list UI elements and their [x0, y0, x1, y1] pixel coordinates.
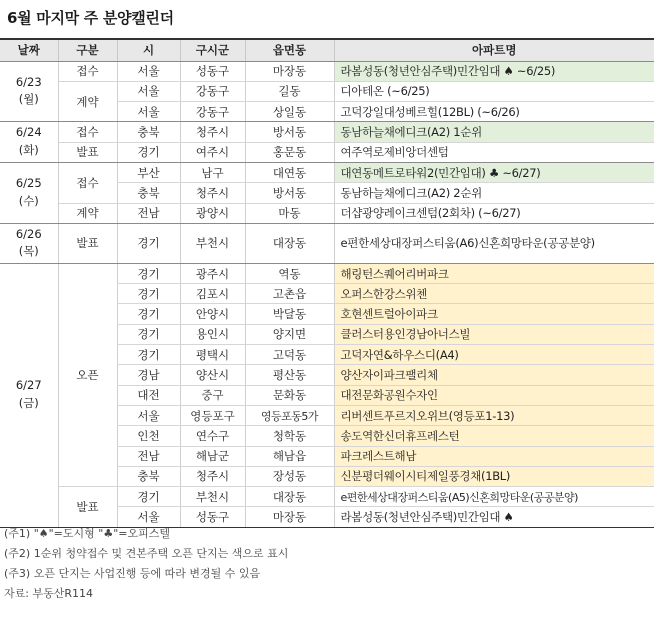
table-row: [0, 61, 654, 81]
gu-cell: 강동구: [180, 102, 245, 122]
gu-cell: 광주시: [180, 263, 245, 283]
apt-cell: 더샵광양레이크센텀(2회차) (~6/27): [334, 203, 654, 223]
col-header-type: 구분: [58, 39, 117, 61]
gu-cell: 안양시: [180, 304, 245, 324]
gu-cell: 양산시: [180, 365, 245, 385]
table-row: [0, 487, 654, 507]
dong-cell: 양지면: [245, 324, 334, 344]
si-cell: 서울: [117, 61, 180, 81]
si-cell: 대전: [117, 385, 180, 405]
apt-cell: 동남하늘채에디크(A2) 2순위: [334, 183, 654, 203]
si-cell: 경기: [117, 142, 180, 162]
type-cell: 발표: [58, 142, 117, 162]
si-cell: 전남: [117, 446, 180, 466]
apt-cell: 여주역로제비앙더센텀: [334, 142, 654, 162]
gu-cell: 청주시: [180, 122, 245, 142]
si-cell: 충북: [117, 183, 180, 203]
apt-cell: 클러스터용인경남아너스빌: [334, 324, 654, 344]
dong-cell: 마장동: [245, 61, 334, 81]
type-cell: 발표: [58, 487, 117, 528]
dong-cell: 청학동: [245, 426, 334, 446]
gu-cell: 중구: [180, 385, 245, 405]
type-cell: 발표: [58, 223, 117, 263]
apt-cell: 호현센트럴아이파크: [334, 304, 654, 324]
col-header-gu: 구시군: [180, 39, 245, 61]
dong-cell: 영등포동5가: [245, 405, 334, 425]
apt-cell: 고덕자연&하우스디(A4): [334, 345, 654, 365]
date-cell: [0, 122, 58, 163]
si-cell: 경기: [117, 263, 180, 283]
si-cell: 경기: [117, 223, 180, 263]
weekday-label: (화): [18, 143, 39, 158]
si-cell: 전남: [117, 203, 180, 223]
gu-cell: 강동구: [180, 81, 245, 101]
weekday-label: (월): [18, 92, 39, 107]
dong-cell: 대연동: [245, 162, 334, 182]
apt-cell: 오퍼스한강스위첸: [334, 284, 654, 304]
dong-cell: 역동: [245, 263, 334, 283]
type-cell: 접수: [58, 61, 117, 81]
apt-cell: 양산자이파크팰리체: [334, 365, 654, 385]
date-label: 6/23: [15, 74, 42, 89]
gu-cell: 해남군: [180, 446, 245, 466]
col-header-apt: 아파트명: [334, 39, 654, 61]
si-cell: 경기: [117, 487, 180, 507]
table-row: [0, 203, 654, 223]
dong-cell: 길동: [245, 81, 334, 101]
si-cell: 서울: [117, 507, 180, 527]
gu-cell: 김포시: [180, 284, 245, 304]
dong-cell: 마동: [245, 203, 334, 223]
apt-cell: 대전문화공원수자인: [334, 385, 654, 405]
dong-cell: 박달동: [245, 304, 334, 324]
header-row: [0, 39, 654, 61]
apt-cell: e편한세상대장퍼스티움(A6)신혼희망타운(공공분양): [334, 223, 654, 263]
type-cell: 계약: [58, 203, 117, 223]
si-cell: 서울: [117, 102, 180, 122]
dong-cell: 방서동: [245, 122, 334, 142]
dong-cell: 고덕동: [245, 345, 334, 365]
dong-cell: 고촌읍: [245, 284, 334, 304]
col-header-dong: 읍면동: [245, 39, 334, 61]
si-cell: 인천: [117, 426, 180, 446]
si-cell: 경기: [117, 345, 180, 365]
date-label: 6/26: [15, 226, 42, 241]
footnotes: [4, 524, 288, 604]
apt-cell: 신분평더웨이시티제일풍경채(1BL): [334, 466, 654, 486]
date-label: 6/27: [15, 378, 42, 393]
gu-cell: 청주시: [180, 183, 245, 203]
type-cell: 접수: [58, 162, 117, 203]
dong-cell: 상일동: [245, 102, 334, 122]
si-cell: 서울: [117, 81, 180, 101]
dong-cell: 방서동: [245, 183, 334, 203]
apt-cell: 대연동메트로타워2(민간임대) ♣ ~6/27): [334, 162, 654, 182]
col-header-si: 시: [117, 39, 180, 61]
apt-cell: 리버센트푸르지오위브(영등포1-13): [334, 405, 654, 425]
apt-cell: 라봄성동(청년안심주택)민간임대 ♠: [334, 507, 654, 527]
gu-cell: 성동구: [180, 61, 245, 81]
gu-cell: 여주시: [180, 142, 245, 162]
apt-cell: 파크레스트해남: [334, 446, 654, 466]
footnote: (주1) "♠"=도시형 "♣"=오피스텔: [4, 527, 170, 540]
date-cell: [0, 223, 58, 263]
weekday-label: (수): [18, 193, 39, 208]
apt-cell: 송도역한신더휴프레스턴: [334, 426, 654, 446]
gu-cell: 성동구: [180, 507, 245, 527]
weekday-label: (금): [18, 396, 39, 411]
col-header-date: 날짜: [0, 39, 58, 61]
apt-cell: 동남하늘채에디크(A2) 1순위: [334, 122, 654, 142]
weekday-label: (목): [18, 244, 39, 259]
dong-cell: 평산동: [245, 365, 334, 385]
dong-cell: 홍문동: [245, 142, 334, 162]
table-row: [0, 142, 654, 162]
gu-cell: 광양시: [180, 203, 245, 223]
type-cell: 오픈: [58, 263, 117, 486]
date-cell: [0, 162, 58, 223]
apt-cell: 디아테온 (~6/25): [334, 81, 654, 101]
footnote: (주3) 오픈 단지는 사업진행 등에 따라 변경될 수 있음: [4, 567, 261, 580]
date-label: 6/24: [15, 125, 42, 140]
type-cell: 계약: [58, 81, 117, 122]
gu-cell: 평택시: [180, 345, 245, 365]
gu-cell: 연수구: [180, 426, 245, 446]
apt-cell: 고덕강일대성베르힐(12BL) (~6/26): [334, 102, 654, 122]
calendar-table: [0, 38, 654, 528]
date-label: 6/25: [15, 176, 42, 191]
table-row: [0, 122, 654, 142]
footnote: (주2) 1순위 청약접수 및 견본주택 오픈 단지는 색으로 표시: [4, 547, 289, 560]
gu-cell: 영등포구: [180, 405, 245, 425]
si-cell: 충북: [117, 466, 180, 486]
table-row: [0, 263, 654, 283]
gu-cell: 부천시: [180, 487, 245, 507]
dong-cell: 장성동: [245, 466, 334, 486]
dong-cell: 문화동: [245, 385, 334, 405]
si-cell: 서울: [117, 405, 180, 425]
date-cell: [0, 61, 58, 122]
apt-cell: e편한세상대장퍼스티움(A5)신혼희망타운(공공분양): [334, 487, 654, 507]
date-cell: [0, 263, 58, 527]
dong-cell: 대장동: [245, 223, 334, 263]
dong-cell: 해남읍: [245, 446, 334, 466]
type-cell: 접수: [58, 122, 117, 142]
si-cell: 경기: [117, 304, 180, 324]
table-row: [0, 223, 654, 263]
page-title: 6월 마지막 주 분양캘린더: [7, 9, 174, 27]
si-cell: 부산: [117, 162, 180, 182]
table-row: [0, 81, 654, 101]
si-cell: 경기: [117, 324, 180, 344]
apt-cell: 해링턴스퀘어리버파크: [334, 263, 654, 283]
dong-cell: 대장동: [245, 487, 334, 507]
si-cell: 충북: [117, 122, 180, 142]
table-row: [0, 162, 654, 182]
gu-cell: 부천시: [180, 223, 245, 263]
gu-cell: 청주시: [180, 466, 245, 486]
dong-cell: 마장동: [245, 507, 334, 527]
source-note: 자료: 부동산R114: [4, 587, 93, 600]
si-cell: 경기: [117, 284, 180, 304]
gu-cell: 용인시: [180, 324, 245, 344]
gu-cell: 남구: [180, 162, 245, 182]
apt-cell: 라봄성동(청년안심주택)민간임대 ♠ ~6/25): [334, 61, 654, 81]
si-cell: 경남: [117, 365, 180, 385]
